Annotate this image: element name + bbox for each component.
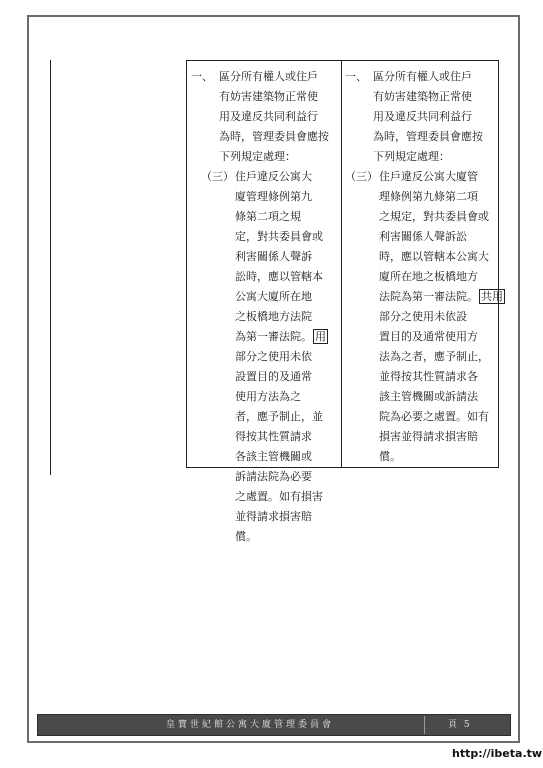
right-item-line: 下列規定處理：	[373, 150, 450, 163]
right-sub-line: 院為必要之處置。如有	[379, 410, 489, 423]
left-sub-line: 條第二項之規	[235, 210, 301, 223]
column-divider	[341, 60, 342, 468]
left-item-line: 區分所有權人或住戶	[219, 70, 318, 83]
right-item-line: 有妨害建築物正常使	[373, 90, 472, 103]
right-sub-line: 利害關係人聲訴訟	[379, 230, 467, 243]
left-sub-line: 各該主管機關或	[235, 450, 312, 463]
right-item-line: 為時，管理委員會應按	[373, 130, 483, 143]
right-sub-line: 置目的及通常使用方	[379, 330, 478, 343]
right-column	[345, 67, 503, 467]
right-sub-line: 理條例第九條第二項	[379, 190, 478, 203]
right-sub-number: （三）	[345, 170, 378, 183]
right-boxed-char: 共用	[481, 290, 503, 303]
footer-title: 皇寶世紀館公寓大廈管理委員會	[165, 720, 334, 730]
left-item-number: 一、	[191, 70, 213, 83]
left-sub-line: 訟時，應以管轄本	[235, 270, 323, 283]
left-sub-line: 公寓大廈所在地	[235, 290, 312, 303]
left-sub-line-with-box	[235, 327, 339, 347]
left-item-line: 用及違反共同利益行	[219, 110, 318, 123]
margin-rule	[50, 60, 51, 475]
right-item-line: 區分所有權人或住戶	[373, 70, 472, 83]
right-sub-line: 部分之使用未依設	[379, 310, 467, 323]
left-sub-line: 並得請求損害賠	[235, 510, 312, 523]
left-sub-line: 定，對共委員會或	[235, 230, 323, 243]
right-sub-line: 該主管機關或訴請法	[379, 390, 478, 403]
left-sub-line: 使用方法為之	[235, 390, 301, 403]
right-sub-line: 法為之者，應予制止，	[379, 350, 489, 363]
right-subitem	[345, 167, 503, 467]
left-sub-line: 訴請法院為必要	[235, 470, 312, 483]
left-item-line: 為時，管理委員會應按	[219, 130, 329, 143]
left-sub-line: 之板橋地方法院	[235, 310, 312, 323]
left-boxed-char: 用	[315, 330, 326, 343]
left-sub-line: 利害關係人聲訴	[235, 250, 312, 263]
left-sub-line: 得按其性質請求	[235, 430, 312, 443]
left-sub-line: 者，應予制止，並	[235, 410, 323, 423]
left-sub-line: 住戶違反公寓大	[235, 170, 312, 183]
right-sub-line: 並得按其性質請求各	[379, 370, 478, 383]
right-sub-line: 之規定，對共委員會或	[379, 210, 489, 223]
left-sub-line: 部分之使用未依	[235, 350, 312, 363]
left-sub-line: 為第一審法院。	[235, 330, 312, 343]
right-sub-line: 廈所在地之板橋地方	[379, 270, 478, 283]
left-item	[191, 67, 339, 167]
watermark: http://ibeta.tw	[452, 747, 543, 760]
left-subitem	[191, 167, 339, 547]
left-sub-line: 設置目的及通常	[235, 370, 312, 383]
footer-separator	[424, 716, 425, 734]
left-item-line: 有妨害建築物正常使	[219, 90, 318, 103]
left-item-line: 下列規定處理：	[219, 150, 296, 163]
right-sub-line: 償。	[379, 450, 401, 463]
right-sub-line: 損害並得請求損害賠	[379, 430, 478, 443]
right-item-number: 一、	[345, 70, 367, 83]
right-sub-line: 住戶違反公寓大廈管	[379, 170, 478, 183]
left-sub-line: 之處置。如有損害	[235, 490, 323, 503]
left-sub-line: 廈管理條例第九	[235, 190, 312, 203]
left-sub-line: 償。	[235, 530, 257, 543]
left-sub-number: （三）	[201, 170, 234, 183]
right-item-line: 用及違反共同利益行	[373, 110, 472, 123]
right-sub-line: 法院為第一審法院。	[379, 290, 478, 303]
right-item	[345, 67, 497, 167]
right-sub-line: 時，應以管轄本公寓大	[379, 250, 489, 263]
right-sub-line-with-box	[379, 287, 506, 307]
left-column	[191, 67, 339, 547]
page-number: 頁 5	[448, 720, 472, 730]
